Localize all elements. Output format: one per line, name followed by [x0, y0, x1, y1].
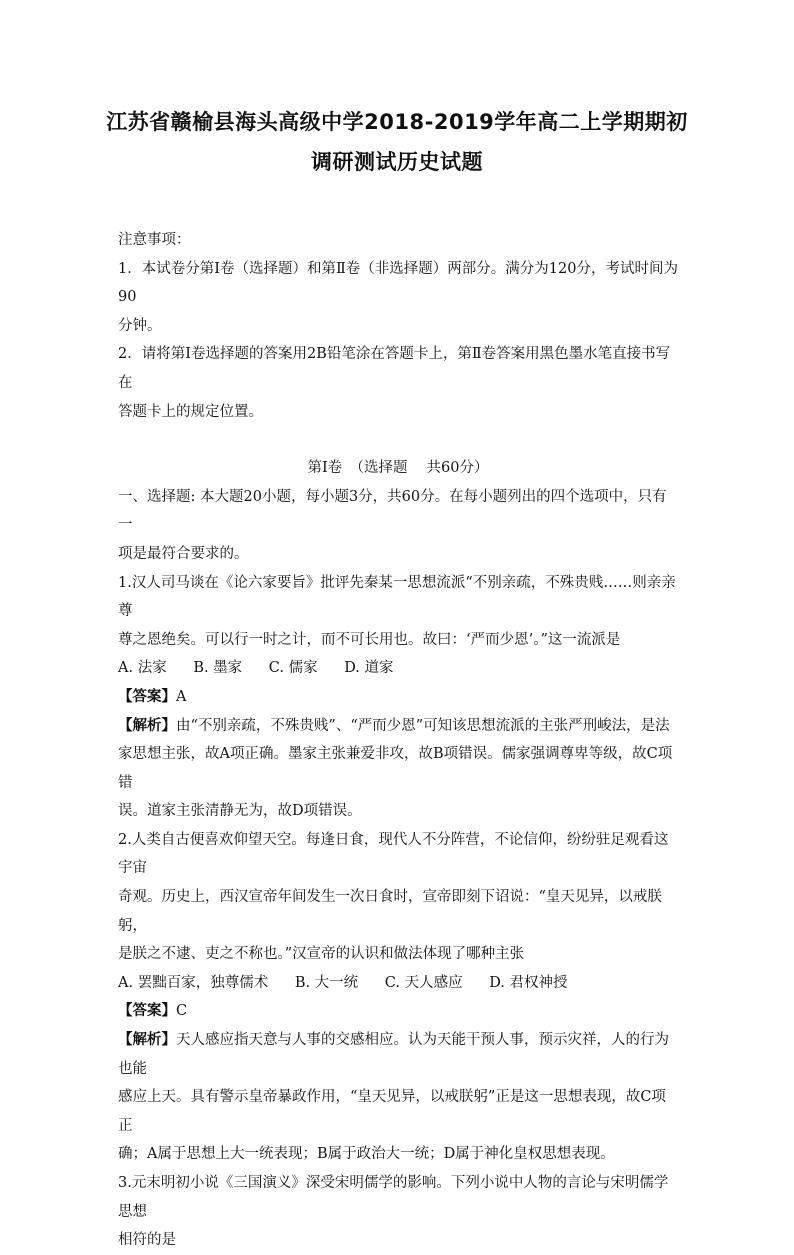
answer-label: 【答案】 [118, 687, 176, 705]
q1-options [118, 654, 678, 683]
q1-option-c: C. 儒家 [268, 660, 318, 677]
q1-analysis-line: 误。道家主张清静无为，故D项错误。 [118, 803, 362, 820]
notice-heading: 注意事项： [118, 232, 191, 248]
section-intro-b: 项是最符合要求的。 [118, 545, 249, 562]
notice-item-2a: 2．请将第Ⅰ卷选择题的答案用2B铅笔涂在答题卡上，第Ⅱ卷答案用黑色墨水笔直接书写在 [118, 346, 671, 391]
q1-analysis-line: 家思想主张，故A项正确。墨家主张兼爱非攻，故B项错误。儒家强调尊卑等级，故C项错 [118, 746, 673, 791]
q1-option-b: B. 墨家 [193, 660, 243, 677]
answer-label: 【答案】 [118, 1002, 176, 1020]
answer-value: C [176, 1003, 188, 1020]
q1-option-d: D. 道家 [344, 660, 394, 677]
q1-answer [118, 683, 678, 712]
q1-stem-line: 尊之恩绝矣。可以行一时之计，而不可长用也。故曰：‘严而少恩’。”这一流派是 [118, 631, 621, 648]
q2-options [118, 969, 678, 998]
notice-item-2b: 答题卡上的规定位置。 [118, 403, 263, 420]
q2-stem-line: 2.人类自古便喜欢仰望天空。每逢日食，现代人不分阵营，不论信仰，纷纷驻足观看这宇宙 [118, 831, 669, 877]
section-header: 第Ⅰ卷 （选择题 共60分） [307, 460, 489, 477]
q3-stem-line: 3.元末明初小说《三国演义》深受宋明儒学的影响。下列小说中人物的言论与宋明儒学思想 [118, 1175, 669, 1220]
q2-stem-line: 奇观。历史上，西汉宣帝年间发生一次日食时，宣帝即刻下诏说：“皇天见异，以戒朕躬， [118, 889, 662, 934]
q1-analysis [118, 712, 678, 741]
q1-option-a: A. 法家 [118, 660, 167, 677]
q2-option-c: C. 天人感应 [384, 974, 463, 991]
q2-stem-line: 是朕之不逮、吏之不称也。”汉宣帝的认识和做法体现了哪种主张 [118, 946, 525, 963]
section-intro-a: 一、选择题: 本大题20小题，每小题3分，共60分。在每小题列出的四个选项中，只有一 [118, 488, 667, 534]
notice-item-1a: 1．本试卷分第Ⅰ卷（选择题）和第Ⅱ卷（非选择题）两部分。满分为120分，考试时间为90 [118, 260, 678, 306]
q2-analysis [118, 1026, 678, 1083]
analysis-label: 【解析】 [118, 1031, 176, 1049]
q2-analysis-line: 感应上天。具有警示皇帝暴政作用，“皇天见异，以戒朕躬”正是这一思想表现，故C项正 [118, 1089, 666, 1134]
q3-stem-line: 相符的是 [118, 1232, 176, 1249]
q2-analysis-line: 确；A属于思想上大一统表现；B属于政治大一统；D属于神化皇权思想表现。 [118, 1146, 615, 1163]
analysis-line: 天人感应指天意与人事的交感相应。认为天能干预人事，预示灾祥，人的行为也能 [118, 1032, 669, 1077]
notice-item-1b: 分钟。 [118, 317, 162, 334]
document-body [118, 226, 678, 1255]
q2-option-d: D. 君权神授 [489, 974, 568, 991]
doc-title-line-1: 江苏省赣榆县海头高级中学2018-2019学年高二上学期期初 [106, 110, 688, 134]
analysis-label: 【解析】 [118, 716, 176, 734]
analysis-line: 由“不别亲疏，不殊贵贱”、“严而少恩”可知该思想流派的主张严刑峻法，是法 [176, 717, 670, 734]
q2-answer [118, 997, 678, 1026]
q2-option-b: B. 大一统 [294, 974, 359, 991]
q1-stem-line: 1.汉人司马谈在《论六家要旨》批评先秦某一思想流派“不别亲疏，不殊贵贱……则亲亲尊 [118, 574, 676, 620]
answer-value: A [176, 688, 187, 705]
q2-option-a: A. 罢黜百家，独尊儒术 [118, 974, 269, 991]
doc-title-line-2: 调研测试历史试题 [311, 150, 483, 174]
